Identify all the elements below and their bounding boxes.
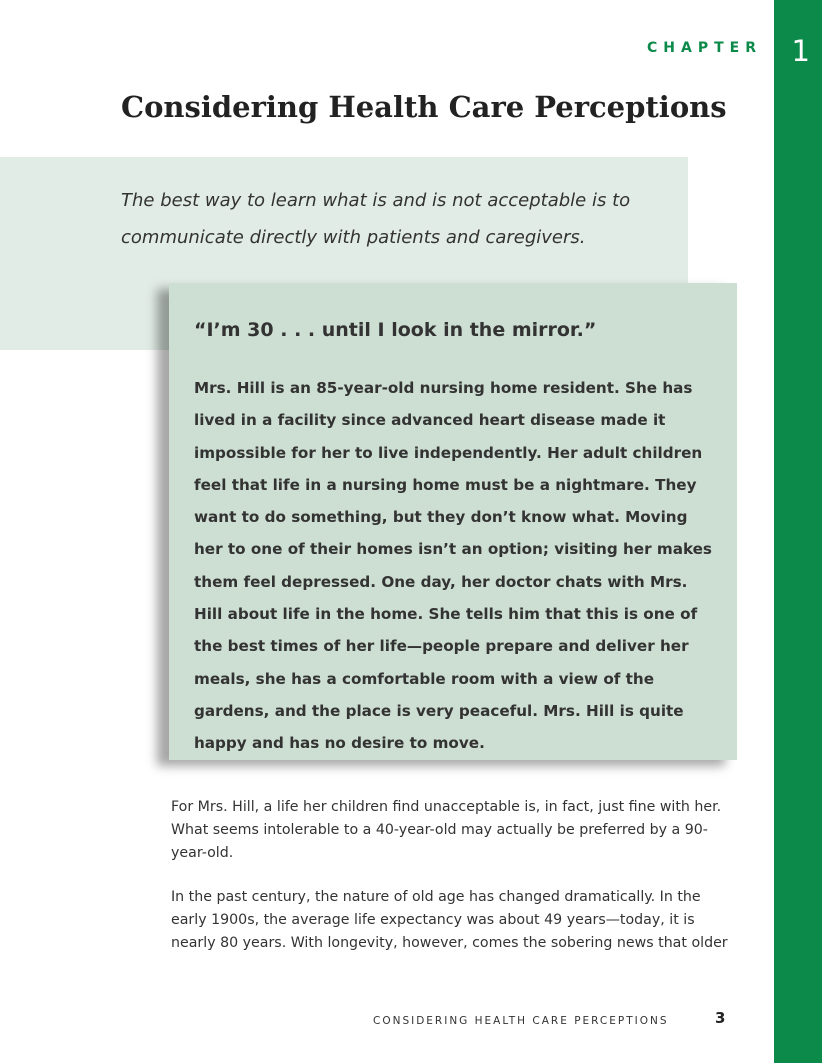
case-study-box xyxy=(169,283,737,760)
page-title: Considering Health Care Perceptions xyxy=(121,90,727,124)
page-number: 3 xyxy=(715,1009,726,1027)
body-paragraph-1: For Mrs. Hill, a life her children find unacceptable is, in fact, just fine with her. What seems intolerable to a 40-year-old may actually be preferred by a 90-year-old. xyxy=(171,799,722,861)
case-study-title: “I’m 30 . . . until I look in the mirror.” xyxy=(194,319,597,341)
highlight-text: The best way to learn what is and is not acceptable is to communicate directly with patients and caregivers. xyxy=(121,190,631,248)
running-footer: CONSIDERING HEALTH CARE PERCEPTIONS xyxy=(373,1015,669,1027)
chapter-label: CHAPTER xyxy=(647,40,762,56)
body-paragraph-2: In the past century, the nature of old age has changed dramatically. In the early 1900s, the average life expectancy was about 49 years—today, it is nearly 80 years. With longevity, however, comes the sobering news that older xyxy=(171,889,728,951)
chapter-number: 1 xyxy=(791,34,810,68)
case-study-body: Mrs. Hill is an 85-year-old nursing home resident. She has lived in a facility since advanced heart disease made it impossible for her to live independently. Her adult children feel that life in a nursing home must be a nightmare. They want to do something, but they don’t know what. Moving her to one of their homes isn’t an option; visiting her makes them feel depressed. One day, her doctor chats with Mrs. Hill about life in the home. She tells him that this is one of the best times of her life—people prepare and deliver her meals, she has a comfortable room with a view of the gardens, and the place is very peaceful. Mrs. Hill is quite happy and has no desire to move. xyxy=(194,379,712,753)
chapter-band xyxy=(774,0,822,1063)
